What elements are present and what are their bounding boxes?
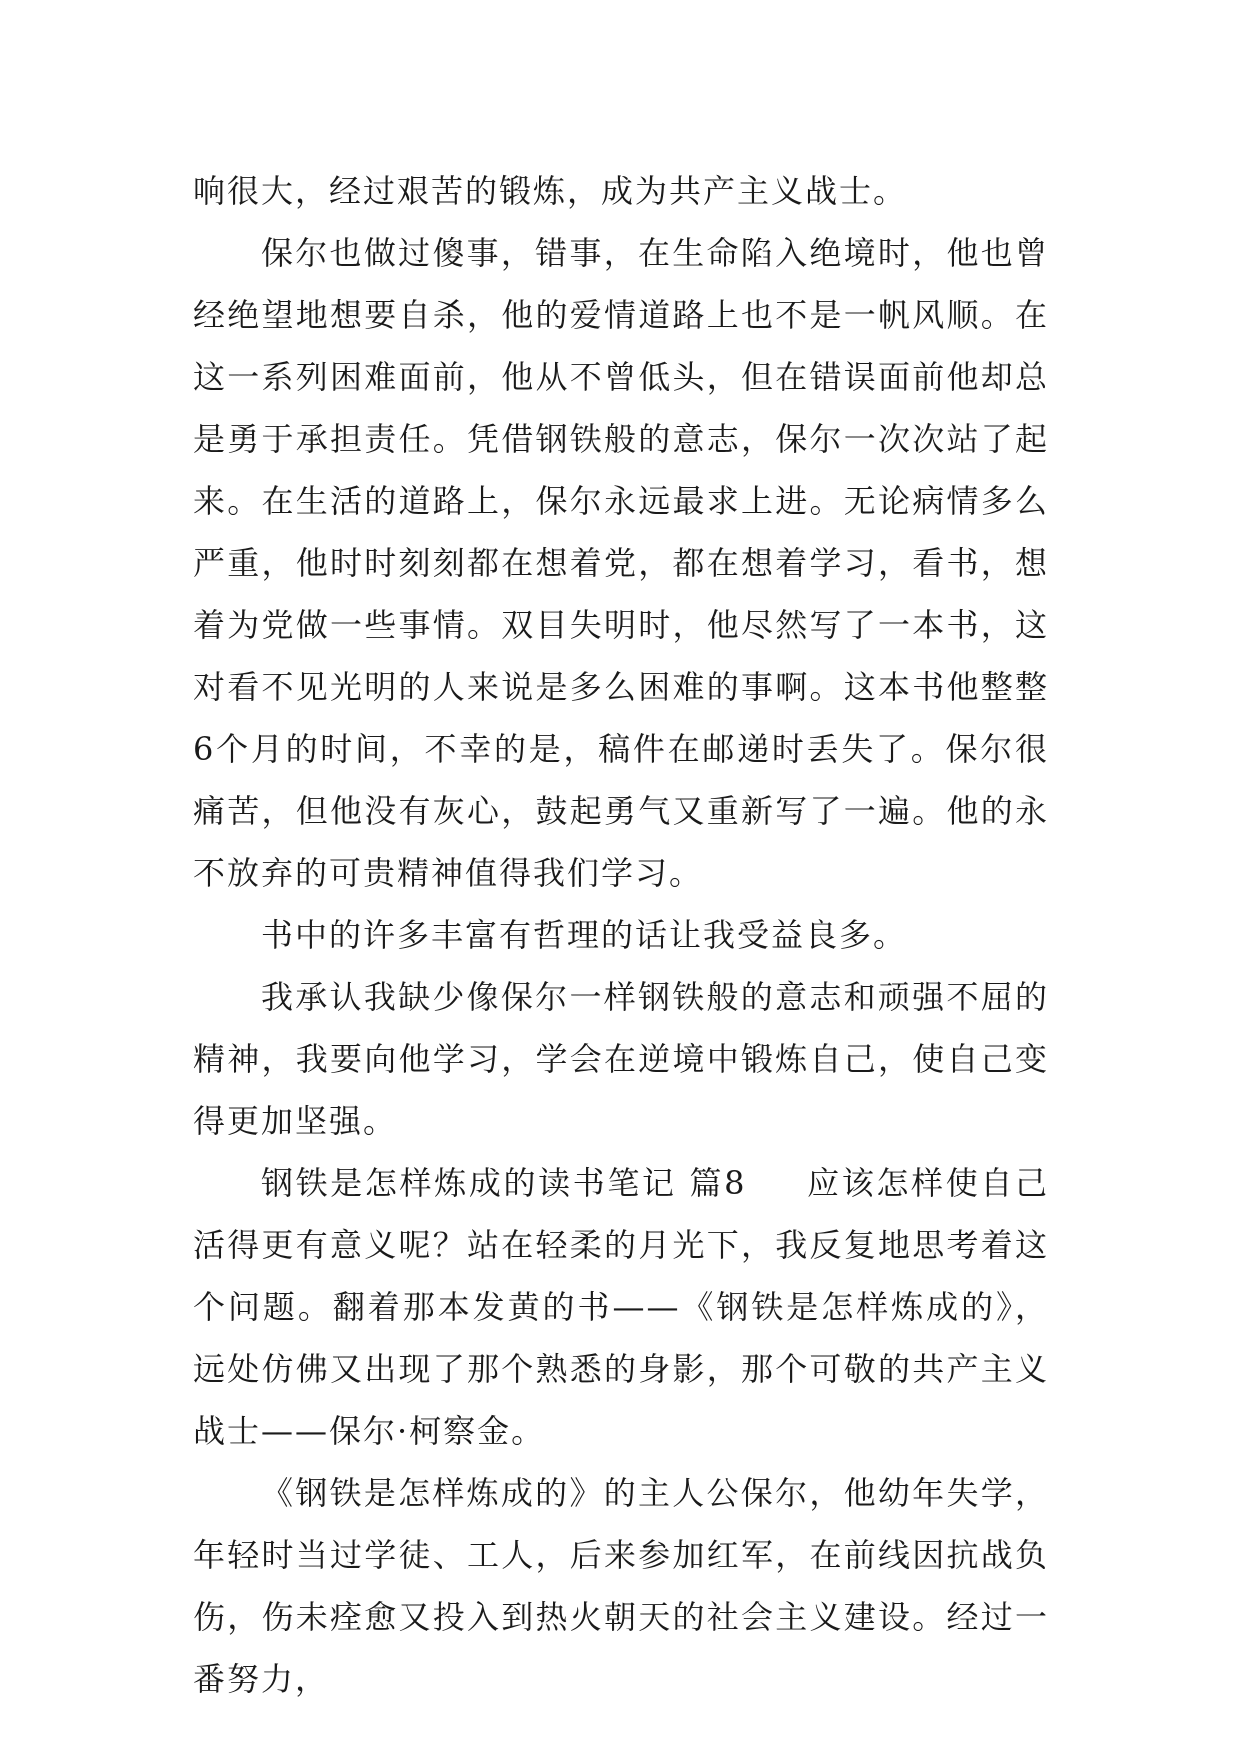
section-8-body: 应该怎样使自己活得更有意义呢？站在轻柔的月光下，我反复地思考着这个问题。翻着那本发黄的书——《钢铁是怎样炼成的》，远处仿佛又出现了那个熟悉的身影，那个可敬的共产主义战士——保尔·柯察金。: [193, 1164, 1049, 1450]
paragraph-continuation: 响很大，经过艰苦的锻炼，成为共产主义战士。: [193, 172, 908, 210]
paragraph-protagonist: 《钢铁是怎样炼成的》的主人公保尔，他幼年失学，年轻时当过学徒、工人，后来参加红军，在前线因抗战负伤，伤未痊愈又投入到热火朝天的社会主义建设。经过一番努力，: [193, 1474, 1049, 1698]
paragraph-lack-willpower: 我承认我缺少像保尔一样钢铁般的意志和顽强不屈的精神，我要向他学习，学会在逆境中锻炼自己，使自己变得更加坚强。: [193, 978, 1049, 1140]
paragraph-paul-mistakes: 保尔也做过傻事，错事，在生命陷入绝境时，他也曾经绝望地想要自杀，他的爱情道路上也不是一帆风顺。在这一系列困难面前，他从不曾低头，但在错误面前他却总是勇于承担责任。凭借钢铁般的意志，保尔一次次站了起来。在生活的道路上，保尔永远最求上进。无论病情多么严重，他时时刻刻都在想着党，都在想着学习，看书，想着为党做一些事情。双目失明时，他尽然写了一本书，这对看不见光明的人来说是多么困难的事啊。这本书他整整6个月的时间，不幸的是，稿件在邮递时丢失了。保尔很痛苦，但他没有灰心，鼓起勇气又重新写了一遍。他的永不放弃的可贵精神值得我们学习。: [193, 234, 1049, 892]
paragraph-philosophy-quotes: 书中的许多丰富有哲理的话让我受益良多。: [261, 916, 908, 954]
section-heading: 钢铁是怎样炼成的读书笔记 篇8: [261, 1164, 747, 1202]
paragraph-section-8: [193, 1152, 1049, 1462]
document-body: [193, 160, 1049, 1710]
